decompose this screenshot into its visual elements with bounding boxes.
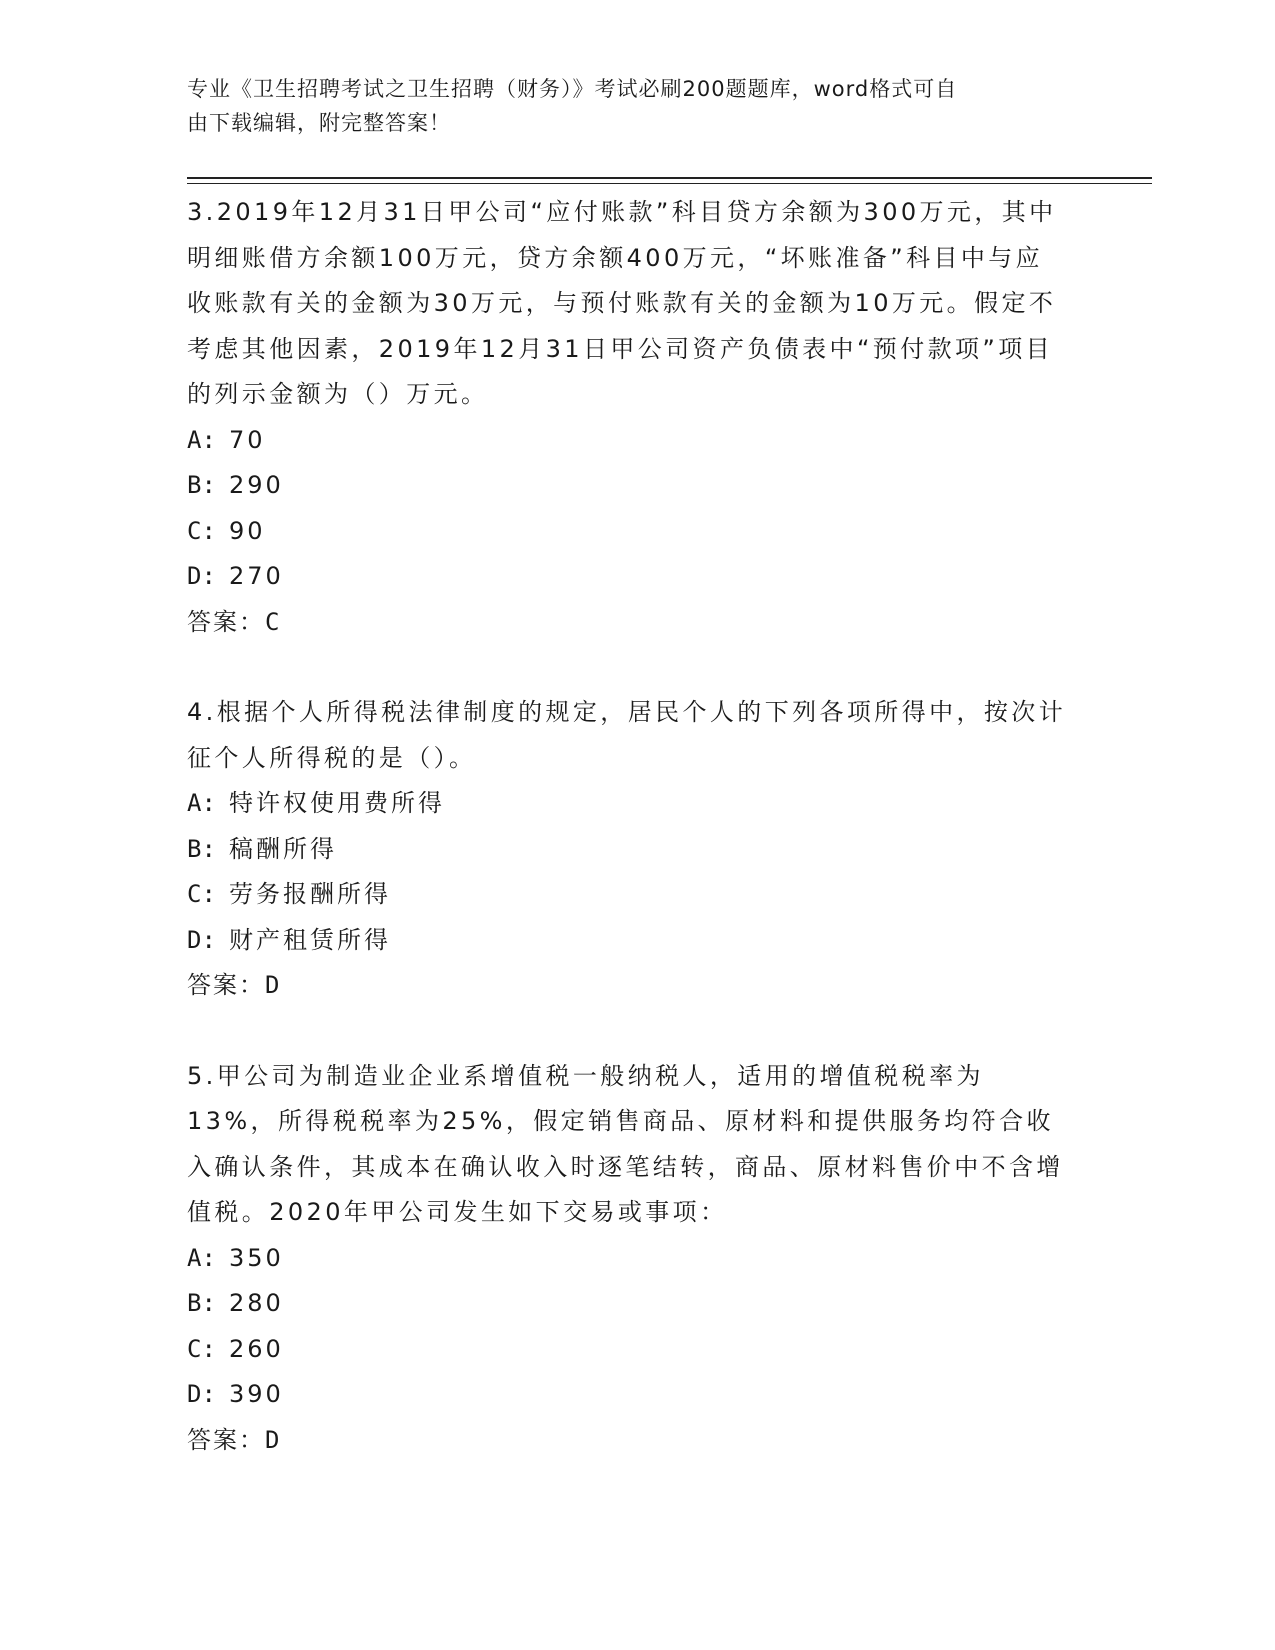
option-text: 270 [229,562,284,590]
question-spacer [187,1009,1067,1054]
option-text: 260 [229,1334,284,1363]
option-text: 劳务报酬所得 [229,880,391,908]
question-item [187,190,1067,645]
option-text: 70 [229,425,266,454]
option-text: 280 [229,1289,284,1317]
answer-label: 答案： [187,1425,265,1454]
option-text: 稿酬所得 [229,834,337,863]
option-text: 290 [229,471,284,499]
option-letter: C: [187,1334,216,1363]
question-stem: 3.2019年12月31日甲公司“应付账款”科目贷方余额为300万元，其中明细账借方余额100万元，贷方余额400万元，“坏账准备”科目中与应收账款有关的金额为30万元，与预付账款有关的金额为10万元。假定不考虑其他因素，2019年12月31日甲公司资产负债表中“预付款项”项目的列示金额为（）万元。 [187,198,1057,408]
option-text: 财产租赁所得 [229,925,391,954]
option-b [187,1281,1067,1327]
answer-line [187,1418,1067,1464]
option-c [187,1327,1067,1373]
option-b [187,827,1067,873]
answer-line [187,963,1067,1009]
option-text: 90 [229,516,266,545]
question-item [187,690,1067,1009]
question-spacer [187,645,1067,690]
question-list [187,190,1067,1463]
option-letter: D: [187,1380,216,1408]
question-stem: 4.根据个人所得税法律制度的规定，居民个人的下列各项所得中，按次计征个人所得税的是（）。 [187,698,1067,772]
option-b [187,463,1067,509]
option-letter: D: [187,562,216,590]
header-divider-thick [187,177,1152,179]
option-letter: B: [187,834,216,863]
option-letter: B: [187,1289,216,1317]
answer-value: C [265,607,280,636]
question-item [187,1054,1067,1464]
option-a [187,418,1067,464]
option-d [187,554,1067,600]
option-text: 特许权使用费所得 [229,789,445,817]
question-stem: 5.甲公司为制造业企业系增值税一般纳税人，适用的增值税税率为13%，所得税税率为25%，假定销售商品、原材料和提供服务均符合收入确认条件，其成本在确认收入时逐笔结转，商品、原材料售价中不含增值税。2020年甲公司发生如下交易或事项： [187,1061,1064,1226]
option-letter: B: [187,471,216,499]
header-line-1: 专业《卫生招聘考试之卫生招聘（财务）》考试必刷200题题库，word格式可自 [187,77,958,101]
answer-line [187,600,1067,646]
option-letter: D: [187,925,216,954]
answer-value: D [265,1425,280,1454]
option-letter: C: [187,880,216,908]
answer-label: 答案： [187,607,265,636]
option-letter: C: [187,516,216,545]
option-a [187,781,1067,827]
option-c [187,872,1067,918]
document-header [187,72,1067,140]
option-text: 390 [229,1380,284,1408]
option-letter: A: [187,1243,216,1272]
answer-label: 答案： [187,971,265,999]
option-d [187,918,1067,964]
option-d [187,1372,1067,1418]
header-divider-thin [187,183,1152,184]
option-letter: A: [187,789,216,817]
option-letter: A: [187,425,216,454]
option-c [187,509,1067,555]
answer-value: D [265,971,280,999]
header-line-2: 由下载编辑，附完整答案！ [187,111,451,135]
option-a [187,1236,1067,1282]
option-text: 350 [229,1243,284,1272]
